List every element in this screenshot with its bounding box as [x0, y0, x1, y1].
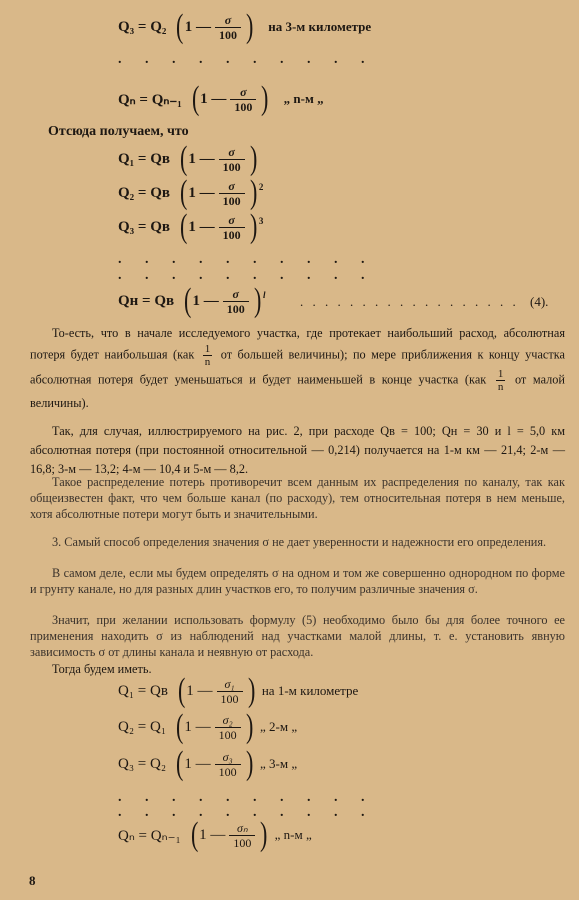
- exponent: l: [263, 290, 266, 300]
- exponent: 2: [258, 182, 264, 192]
- one-minus: 1 —: [184, 755, 211, 772]
- fraction: $\frac{\sigma}{100}$: [219, 213, 245, 242]
- paragraph-1: [30, 323, 565, 413]
- equation-q3: Q₃ = Q₂ ( 1 — $\frac{\sigma}{100}$ ) на 3-м километре: [118, 8, 372, 45]
- ellipsis-row: . . . . . . . . . .: [118, 52, 375, 67]
- ellipsis-row: . . . . . . . . . .: [118, 790, 375, 805]
- paragraph-text: Значит, при желании использовать формулу (5) необходимо было бы для более точного ее применения находить σ из наблюдений над участками малой длины, т. е. установить явную зависимость σ от длины канала и неявную от расхода.: [30, 613, 565, 659]
- one-minus: 1 —: [184, 718, 211, 735]
- equation-q3-sigma3: Q₃ = Q₂ ( 1 — $\frac{\text{σ₃}}{100}$ ) „ 3-м „: [118, 745, 298, 782]
- fraction: $\frac{\text{σ₃}}{100}$: [215, 750, 241, 779]
- fraction: $\frac{\sigma}{100}$: [230, 85, 256, 114]
- paragraph-text: Так, для случая, иллюстрируемого на рис. 2, при расходе Qв = 100; Qн = 30 и l = 5,0 км абсолютная потеря (при постоянной относительной — 0,214) получается на 1-м км — 21,4; 2-м — 16,8; 3-м — 13,2; 4-м — 10,4 и 5-м — 8,2.: [30, 424, 565, 476]
- paragraph-2: [30, 422, 565, 479]
- fraction: $\frac{\sigma}{100}$: [219, 145, 245, 174]
- equation-lhs: Q₁ = Qв: [118, 150, 170, 167]
- equation-tail: на 3-м километре: [268, 19, 372, 34]
- paragraph-text: от большей величины); по мере приближения к концу участка абсолютная потеря будет уменьшаться и будет наименьшей в конце участка (как: [30, 347, 565, 387]
- equation-qn: Qₙ = Qₙ₋₁ ( 1 — $\frac{\sigma}{100}$ ) „ n-м „: [118, 80, 324, 117]
- fraction: $\frac{\sigma}{100}$: [215, 13, 241, 42]
- inline-fraction: $\frac{1}{n}$: [497, 368, 504, 393]
- equation-leader-dots: . . . . . . . . . . . . . . . . . .: [300, 294, 519, 309]
- equation-tail: на 1-м километре: [261, 683, 359, 698]
- paragraph-6: [30, 612, 565, 660]
- paragraph-text: 3. Самый способ определения значения σ не дает уверенности и надежности его определения.: [52, 535, 547, 549]
- fraction: $\frac{\text{σ₁}}{100}$: [217, 677, 243, 706]
- equation-lhs: Q₂ = Qв: [118, 184, 170, 201]
- ellipsis-row: . . . . . . . . . .: [118, 805, 375, 820]
- paragraph-text: В самом деле, если мы будем определять σ на одном и том же совершенно однородном по форме и грунту канале, но для разных длин участков его, то получим различные значения σ.: [30, 566, 565, 596]
- fraction: $\frac{\text{σ₂}}{100}$: [215, 713, 241, 742]
- paragraph-5: [30, 565, 565, 597]
- paragraph-text: Такое распределение потерь противоречит всем данным их распределения по каналу, так как общеизвестен факт, что чем больше канал (по расходу), тем относительная потеря в нем меньше, хотя абсолютные потери могут быть и значительными.: [30, 475, 565, 521]
- equation-q1-sigma1: Q₁ = Qв ( 1 — $\frac{\text{σ₁}}{100}$ ) на 1-м километре: [118, 672, 359, 709]
- equation-4: Qн = Qв ( 1 — $\frac{\sigma}{100}$ ) l: [118, 282, 266, 319]
- equation-tail: „ 2-м „: [260, 719, 298, 734]
- equation-tail: „ n-м „: [274, 827, 312, 842]
- one-minus: 1 —: [192, 292, 219, 309]
- equation-lhs: Q₂ = Q₁: [118, 718, 167, 735]
- paragraph-text: Тогда будем иметь.: [52, 662, 152, 676]
- equation-q2-sigma2: Q₂ = Q₁ ( 1 — $\frac{\text{σ₂}}{100}$ ) „ 2-м „: [118, 708, 298, 745]
- equation-q1: Q₁ = Qв ( 1 — $\frac{\sigma}{100}$ ): [118, 140, 257, 177]
- ellipsis-row: . . . . . . . . . .: [118, 268, 375, 283]
- one-minus: 1 —: [199, 826, 226, 843]
- equation-lhs: Q₃ = Q₂: [118, 755, 167, 772]
- one-minus: 1 —: [200, 90, 227, 107]
- equation-q3b: Q₃ = Qв ( 1 — $\frac{\sigma}{100}$ ) 3: [118, 208, 264, 245]
- one-minus: 1 —: [184, 18, 211, 35]
- fraction: $\frac{\text{σₙ}}{100}$: [229, 821, 255, 850]
- equation-lhs: Q₃ = Qв: [118, 218, 170, 235]
- fraction: $\frac{\sigma}{100}$: [219, 179, 245, 208]
- equation-lhs: Q₃ = Q₂: [118, 18, 167, 35]
- one-minus: 1 —: [188, 184, 215, 201]
- paragraph-text: То-есть, что в начале исследуемого участка, где протекает наибольший расход, абсолютная потеря будет наибольшая (как: [30, 326, 565, 362]
- equation-lhs: Qₙ = Qₙ₋₁: [118, 91, 182, 108]
- equation-qn-sigman: Qₙ = Qₙ₋₁ ( 1 — $\frac{\text{σₙ}}{100}$ ) „ n-м „: [118, 816, 312, 853]
- equation-lhs: Q₁ = Qв: [118, 682, 168, 699]
- inline-fraction: $\frac{1}{n}$: [204, 343, 211, 368]
- exponent: 3: [258, 216, 264, 226]
- paragraph-4: [30, 534, 565, 550]
- equation-tail: „ 3-м „: [260, 756, 298, 771]
- equation-number: (4).: [530, 294, 549, 309]
- one-minus: 1 —: [186, 682, 213, 699]
- one-minus: 1 —: [188, 218, 215, 235]
- equation-q2: Q₂ = Qв ( 1 — $\frac{\sigma}{100}$ ) 2: [118, 174, 264, 211]
- equation-tail: „ n-м „: [283, 91, 324, 106]
- paragraph-3: [30, 474, 565, 522]
- equation-lhs: Qн = Qв: [118, 292, 175, 309]
- equation-lhs: Qₙ = Qₙ₋₁: [118, 827, 181, 844]
- page-number: 8: [29, 873, 36, 888]
- one-minus: 1 —: [188, 150, 215, 167]
- ellipsis-row: . . . . . . . . . .: [118, 252, 375, 267]
- paragraph-text: от малой величины).: [30, 372, 566, 410]
- heading: Отсюда получаем, что: [48, 124, 189, 139]
- fraction: $\frac{\sigma}{100}$: [223, 287, 249, 316]
